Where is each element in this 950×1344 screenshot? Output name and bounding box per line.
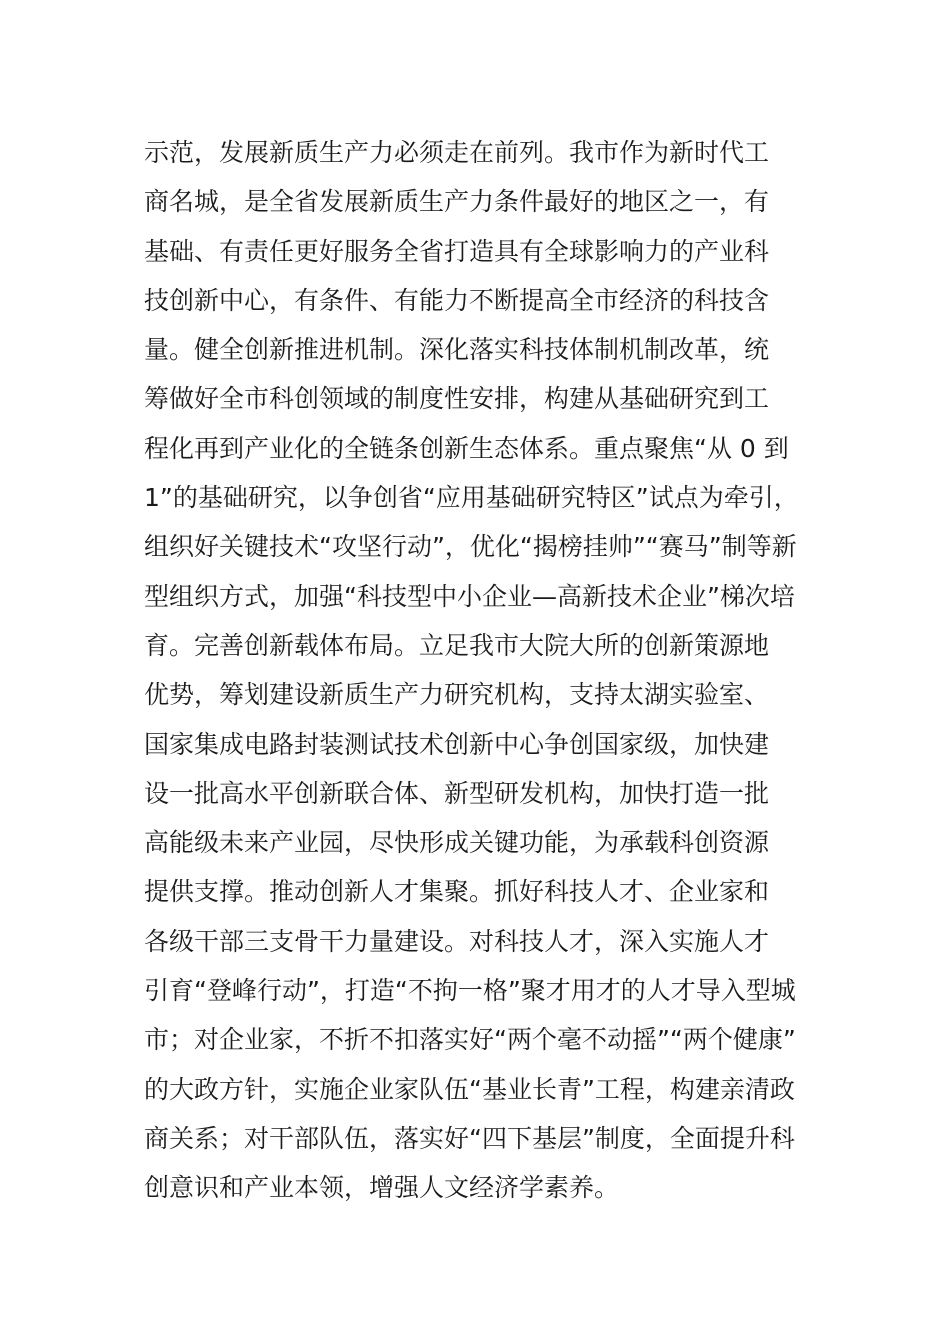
text-line: 市；对企业家，不折不扣落实好“两个毫不动摇”“两个健康” — [144, 1025, 796, 1055]
text-line: 技创新中心，有条件、有能力不断提高全市经济的科技含 — [144, 285, 770, 315]
text-line: 育。完善创新载体布局。立足我市大院大所的创新策源地 — [144, 630, 770, 660]
text-line: 的大政方针，实施企业家队伍“基业长青”工程，构建亲清政 — [144, 1074, 795, 1104]
text-line: 示范，发展新质生产力必须走在前列。我市作为新时代工 — [144, 138, 770, 167]
text-line: 各级干部三支骨干力量建设。对科技人才，深入实施人才 — [144, 926, 770, 956]
text-line: 商名城，是全省发展新质生产力条件最好的地区之一，有 — [144, 187, 770, 217]
body-paragraph — [144, 128, 814, 1213]
text-line: 组织好关键技术“攻坚行动”，优化“揭榜挂帅”“赛马”制等新 — [144, 532, 797, 562]
text-line: 优势，筹划建设新质生产力研究机构，支持太湖实验室、 — [144, 680, 770, 710]
text-line: 程化再到产业化的全链条创新生态体系。重点聚焦“从 0 到 — [144, 433, 789, 463]
text-line: 设一批高水平创新联合体、新型研发机构，加快打造一批 — [144, 778, 770, 808]
text-line: 国家集成电路封装测试技术创新中心争创国家级，加快建 — [144, 729, 770, 759]
text-line: 高能级未来产业园，尽快形成关键功能，为承载科创资源 — [144, 828, 770, 858]
text-line: 量。健全创新推进机制。深化落实科技体制机制改革，统 — [144, 335, 770, 365]
text-line: 引育“登峰行动”，打造“不拘一格”聚才用才的人才导入型城 — [144, 976, 796, 1006]
text-line: 筹做好全市科创领域的制度性安排，构建从基础研究到工 — [144, 384, 770, 414]
text-line: 1”的基础研究，以争创省“应用基础研究特区”试点为牵引， — [144, 483, 799, 513]
text-line: 商关系；对干部队伍，落实好“四下基层”制度，全面提升科 — [144, 1123, 795, 1153]
text-line: 型组织方式，加强“科技型中小企业—高新技术企业”梯次培 — [144, 581, 795, 611]
text-line: 提供支撑。推动创新人才集聚。抓好科技人才、企业家和 — [144, 877, 770, 907]
text-line: 创意识和产业本领，增强人文经济学素养。 — [144, 1173, 620, 1203]
text-line: 基础、有责任更好服务全省打造具有全球影响力的产业科 — [144, 236, 770, 266]
